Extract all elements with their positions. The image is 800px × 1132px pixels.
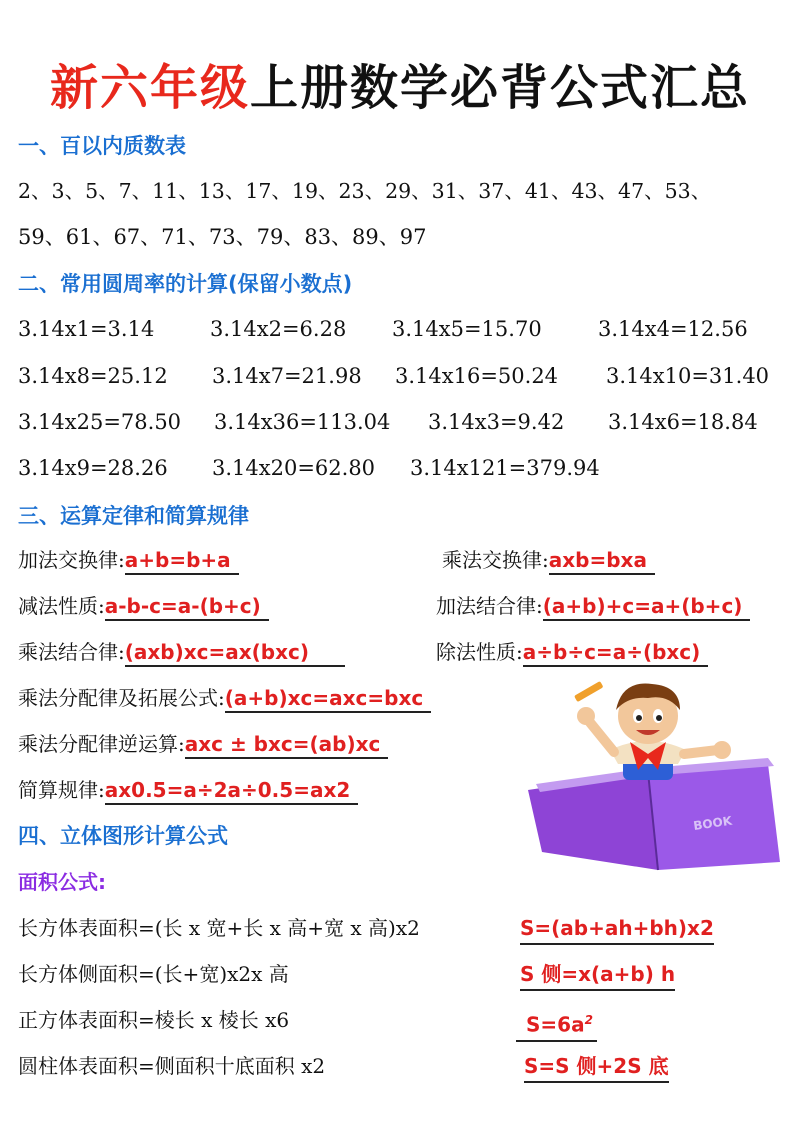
- law-item: [436, 638, 708, 666]
- page-title: [0, 58, 800, 118]
- law-label: 加法交换律:: [18, 548, 125, 572]
- pi-calc: 3.14x8=25.12: [18, 364, 168, 388]
- title-rest: 上册数学必背公式汇总: [250, 60, 751, 116]
- section-heading-pi: 二、常用圆周率的计算(保留小数点): [18, 272, 353, 296]
- pi-calc: 3.14x9=28.26: [18, 456, 168, 480]
- title-highlight: 新六年级: [49, 60, 250, 116]
- boy-pupil-left: [636, 715, 642, 721]
- law-item: [436, 592, 750, 620]
- pi-calc: 3.14x25=78.50: [18, 410, 182, 434]
- law-label: 乘法分配律及拓展公式:: [18, 686, 225, 710]
- pi-calc: 3.14x36=113.04: [214, 410, 391, 434]
- area-row-text: 圆柱体表面积=侧面积十底面积 x2: [18, 1054, 326, 1078]
- area-row-text: 长方体侧面积=(长+宽)x2x 高: [18, 962, 289, 986]
- boy-right-arm: [684, 750, 718, 754]
- pi-calc: 3.14x121=379.94: [410, 456, 600, 480]
- boy-shirt: [610, 741, 686, 764]
- area-row-formula: S=S 侧+2S 底: [524, 1052, 669, 1083]
- law-item: [18, 638, 345, 666]
- law-formula: a+b=b+a: [125, 548, 239, 575]
- area-row-formula: [516, 1006, 597, 1042]
- law-formula: axb=bxa: [549, 548, 655, 575]
- law-item: [18, 684, 431, 712]
- boy-right-hand: [713, 741, 731, 759]
- pi-calc: 3.14x2=6.28: [210, 317, 347, 341]
- law-formula: (axb)xc=ax(bxc): [125, 640, 345, 667]
- law-label: 加法结合律:: [436, 594, 543, 618]
- area-subtitle: 面积公式:: [18, 870, 106, 894]
- law-label: 除法性质:: [436, 640, 523, 664]
- area-row-formula: S=(ab+ah+bh)x2: [520, 914, 714, 945]
- pi-calc: 3.14x1=3.14: [18, 317, 155, 341]
- pi-calc: 3.14x16=50.24: [395, 364, 559, 388]
- section-heading-laws: 三、运算定律和简算规律: [18, 504, 249, 528]
- law-formula: axc ± bxc=(ab)xc: [185, 732, 389, 759]
- law-label: 简算规律:: [18, 778, 105, 802]
- law-label: 乘法交换律:: [442, 548, 549, 572]
- law-item: [18, 592, 269, 620]
- pi-calc: 3.14x20=62.80: [212, 456, 376, 480]
- law-formula: a÷b÷c=a÷(bxc): [523, 640, 709, 667]
- law-item: [18, 776, 358, 804]
- pi-calc: 3.14x10=31.40: [606, 364, 770, 388]
- law-label: 乘法结合律:: [18, 640, 125, 664]
- law-formula: a-b-c=a-(b+c): [105, 594, 269, 621]
- law-label: 减法性质:: [18, 594, 105, 618]
- law-formula: (a+b)+c=a+(b+c): [543, 594, 751, 621]
- pi-calc: 3.14x3=9.42: [428, 410, 565, 434]
- area-row-formula: S 侧=x(a+b) h: [520, 960, 675, 991]
- boy-left-hand: [577, 707, 595, 725]
- section-heading-primes: 一、百以内质数表: [18, 134, 186, 158]
- law-item: [442, 546, 655, 574]
- law-label: 乘法分配律逆运算:: [18, 732, 185, 756]
- pencil: [574, 681, 603, 702]
- law-item: [18, 730, 388, 758]
- section-heading-solid: 四、立体图形计算公式: [18, 824, 228, 848]
- law-item: [18, 546, 239, 574]
- book-label: BOOK: [692, 813, 733, 833]
- exponent: 2: [584, 1013, 593, 1027]
- pi-calc: 3.14x4=12.56: [598, 317, 748, 341]
- area-row-text: 长方体表面积=(长 x 宽+长 x 高+宽 x 高)x2: [18, 916, 420, 940]
- primes-line-2: 59、61、67、71、73、79、83、89、97: [18, 225, 427, 249]
- primes-line-1: 2、3、5、7、11、13、17、19、23、29、31、37、41、43、47、53、: [18, 179, 712, 203]
- pi-calc: 3.14x6=18.84: [608, 410, 758, 434]
- boy-pupil-right: [656, 715, 662, 721]
- boy-left-arm: [588, 720, 614, 752]
- pi-calc: 3.14x5=15.70: [392, 317, 542, 341]
- area-row-text: 正方体表面积=棱长 x 棱长 x6: [18, 1008, 290, 1032]
- pi-calc: 3.14x7=21.98: [212, 364, 362, 388]
- law-formula: (a+b)xc=axc=bxc: [225, 686, 431, 713]
- law-formula: ax0.5=a÷2a÷0.5=ax2: [105, 778, 359, 805]
- cube-formula: S=6a: [526, 1012, 585, 1037]
- boy-reading-book-illustration: [518, 680, 786, 876]
